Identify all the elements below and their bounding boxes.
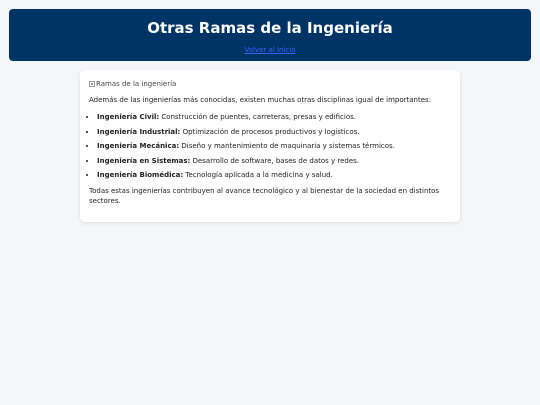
branch-desc: Diseño y mantenimiento de maquinaria y sistemas térmicos. [179,142,395,150]
list-item [97,112,451,122]
page-title: Otras Ramas de la Ingeniería [147,19,393,37]
list-item [97,141,451,151]
closing-paragraph: Todas estas ingenierías contribuyen al avance tecnológico y al bienestar de la sociedad en distintos sectores. [89,187,440,205]
page-header [9,9,531,61]
branch-term: Ingeniería Civil: [97,113,160,121]
image-alt-text: Ramas de la ingeniería [96,80,177,88]
branch-desc: Desarrollo de software, bases de datos y redes. [190,156,360,165]
list-item [97,127,451,137]
branch-term: Ingeniería Mecánica: [97,142,180,150]
branch-desc: Construcción de puentes, carreteras, presas y edificios. [159,113,357,121]
branch-term: Ingeniería Industrial: [97,127,181,136]
branch-term: Ingeniería en Sistemas: [97,156,191,165]
list-item [97,170,451,180]
intro-paragraph: Además de las ingenierías más conocidas, existen muchas otras disciplinas igual de importantes: [89,96,432,104]
content-card [80,70,460,222]
broken-image [89,79,451,89]
branch-term: Ingeniería Biomédica: [97,171,184,179]
branch-desc: Optimización de procesos productivos y logísticos. [180,127,360,136]
branches-list [89,112,451,180]
broken-image-icon [89,81,95,87]
branch-desc: Tecnología aplicada a la medicina y salud. [183,171,333,179]
list-item [97,156,451,166]
back-home-link[interactable]: Volver al inicio [244,46,296,54]
